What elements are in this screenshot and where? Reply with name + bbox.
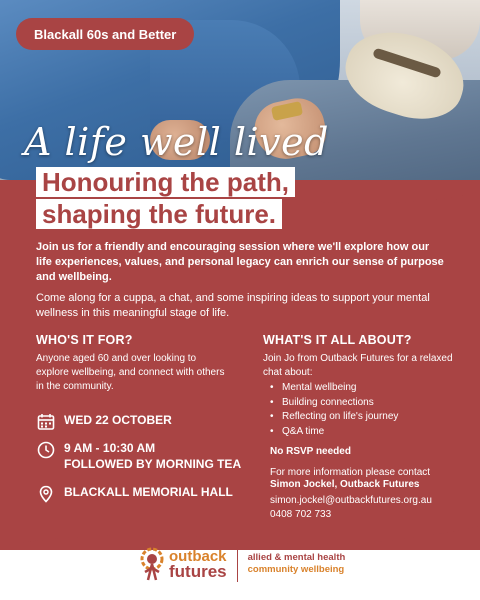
- venue-row: [36, 484, 233, 504]
- calendar-icon: [36, 412, 56, 432]
- logo-tagline-1: allied & mental health: [247, 552, 346, 563]
- what-intro: Join Jo from Outback Futures for a relaxed chat about:: [263, 353, 453, 378]
- intro-bold-text: Join us for a friendly and encouraging session where we'll explore how our life experiences, values, and personal legacy can enrich our sense of purpose and wellbeing.: [36, 241, 444, 283]
- who-heading: WHO'S IT FOR?: [36, 333, 133, 347]
- contact-phone[interactable]: 0408 702 733: [270, 509, 332, 520]
- event-time: 9 AM - 10:30 AM: [64, 441, 156, 455]
- list-item: • Reflecting on life's journey: [270, 410, 398, 425]
- event-venue: BLACKALL MEMORIAL HALL: [64, 485, 233, 499]
- logo-word-futures: futures: [169, 562, 227, 581]
- footer-logo: [139, 546, 345, 582]
- logo-divider: [237, 546, 238, 582]
- list-item: • Q&A time: [270, 425, 398, 440]
- event-followup: FOLLOWED BY MORNING TEA: [64, 457, 242, 471]
- list-item: • Mental wellbeing: [270, 381, 398, 396]
- intro-text: Come along for a cuppa, a chat, and some inspiring ideas to support your mental wellness in this meaningful stage of life.: [36, 292, 430, 319]
- logo-tagline-2: community wellbeing: [247, 564, 345, 575]
- headline-line-1: Honouring the path,: [36, 167, 295, 197]
- clock-icon: [36, 440, 56, 460]
- contact-name: Simon Jockel, Outback Futures: [270, 479, 420, 490]
- headline-line-2: shaping the future.: [36, 199, 282, 229]
- list-item: • Building connections: [270, 396, 398, 411]
- outback-futures-logo-icon: [139, 546, 165, 582]
- contact-intro: For more information please contact: [270, 467, 431, 478]
- location-pin-icon: [36, 484, 56, 504]
- group-tag: Blackall 60s and Better: [16, 18, 194, 50]
- topic-list: [270, 381, 398, 439]
- rsvp-note: No RSVP needed: [270, 446, 351, 457]
- date-row: [36, 412, 172, 432]
- who-text: Anyone aged 60 and over looking to explore wellbeing, and connect with others in the community.: [36, 353, 225, 392]
- event-date: WED 22 OCTOBER: [64, 413, 172, 427]
- contact-email[interactable]: simon.jockel@outbackfutures.org.au: [270, 495, 432, 506]
- script-title: A life well lived: [24, 120, 329, 164]
- what-heading: WHAT'S IT ALL ABOUT?: [263, 333, 412, 347]
- time-row: [36, 440, 241, 472]
- logo-word-outback: outback: [169, 548, 227, 565]
